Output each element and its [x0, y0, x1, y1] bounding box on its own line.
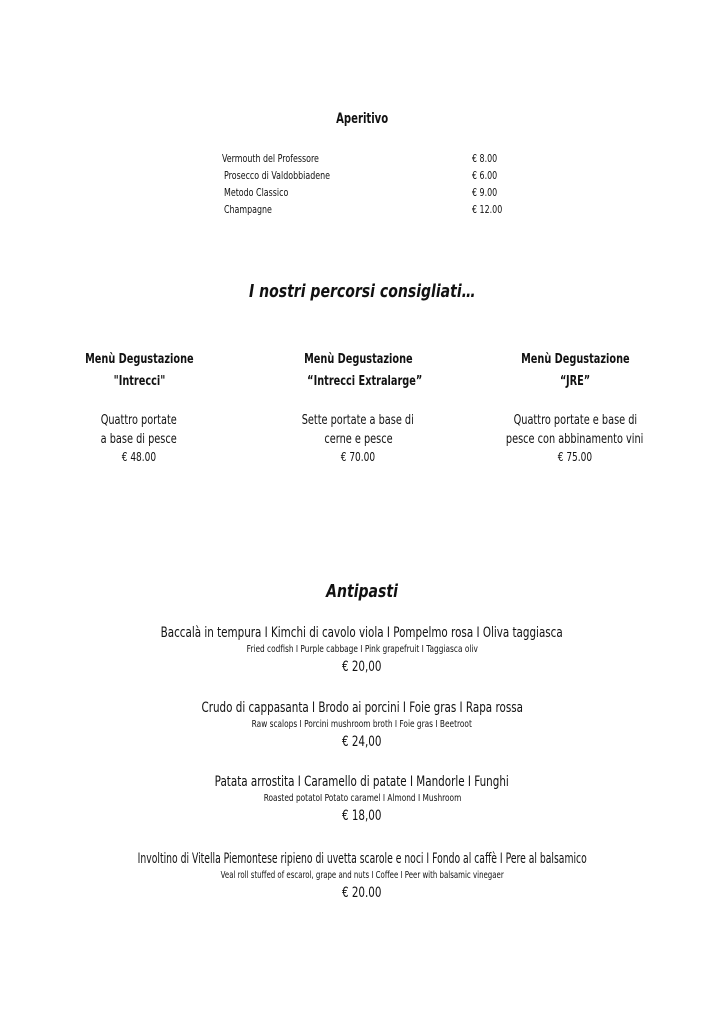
menu-title: Menù Degustazione [84, 352, 194, 367]
dish-name-english: Fried codfish I Purple cabbage I Pink grapefruit I Taggiasca oliv [246, 644, 478, 655]
dish-name-italian: Baccalà in tempura I Kimchi di cavolo viola I Pompelmo rosa I Oliva taggiasca [160, 625, 564, 641]
dish-patata-arrostita [0, 773, 724, 826]
list-item: Metodo Classico [224, 186, 289, 199]
dish-name-english: Roasted potatoI Potato caramel I Almond I Mushroom [263, 793, 461, 804]
item-price: € 8.00 [472, 152, 498, 165]
menu-price: € 70.00 [340, 450, 376, 464]
menu-subtitle: “Intrecci Extralarge” [307, 374, 423, 389]
tasting-menu-jre [465, 349, 685, 466]
aperitivo-list [222, 150, 522, 222]
menu-description: pesce con abbinamento vini [506, 432, 644, 447]
item-price: € 9.00 [472, 186, 498, 199]
tasting-menu-intrecci-extralarge [248, 349, 468, 466]
menu-description: Sette portate a base di [301, 413, 415, 428]
tasting-menu-intrecci [29, 349, 249, 466]
list-item: Champagne [224, 203, 272, 216]
dish-price: € 18,00 [342, 808, 382, 824]
item-price: € 6.00 [472, 169, 498, 182]
dish-baccala [0, 624, 724, 677]
list-item: Prosecco di Valdobbiadene [224, 169, 331, 182]
dish-crudo-cappasanta [0, 699, 724, 752]
dish-price: € 20.00 [342, 885, 382, 901]
menu-title: Menù Degustazione [520, 352, 630, 367]
dish-name-italian: Crudo di cappasanta I Brodo ai porcini I Foie gras I Rapa rossa [201, 700, 523, 716]
list-item: Vermouth del Professore [222, 152, 319, 165]
menu-description: cerne e pesce [323, 432, 393, 447]
menu-price: € 75.00 [557, 450, 593, 464]
menu-price: € 48.00 [121, 450, 157, 464]
menu-description: Quattro portate e base di [513, 413, 637, 428]
menu-description: a base di pesce [100, 432, 178, 447]
menu-description: Quattro portate [100, 413, 178, 428]
dish-involtino-vitella [0, 850, 724, 903]
aperitivo-heading: Aperitivo [335, 111, 389, 127]
dish-price: € 24,00 [342, 734, 382, 750]
dish-price: € 20,00 [342, 659, 382, 675]
dish-name-english: Veal roll stuffed of escarol, grape and nuts I Coffee I Peer with balsamic vinegaer [220, 870, 504, 881]
dish-name-italian: Patata arrostita I Caramello di patate I Mandorle I Funghi [214, 774, 510, 790]
item-price: € 12.00 [472, 203, 503, 216]
dish-name-english: Raw scalops I Porcini mushroom broth I Foie gras I Beetroot [251, 719, 473, 730]
menu-subtitle: "Intrecci" [113, 374, 165, 389]
menu-subtitle: “JRE” [559, 374, 591, 389]
dish-name-italian: Involtino di Vitella Piemontese ripieno di uvetta scarole e noci I Fondo al caffè I Pere al balsamico [137, 851, 587, 867]
antipasti-heading: Antipasti [326, 581, 398, 602]
menu-title: Menù Degustazione [303, 352, 413, 367]
percorsi-heading: I nostri percorsi consigliati… [248, 281, 476, 302]
